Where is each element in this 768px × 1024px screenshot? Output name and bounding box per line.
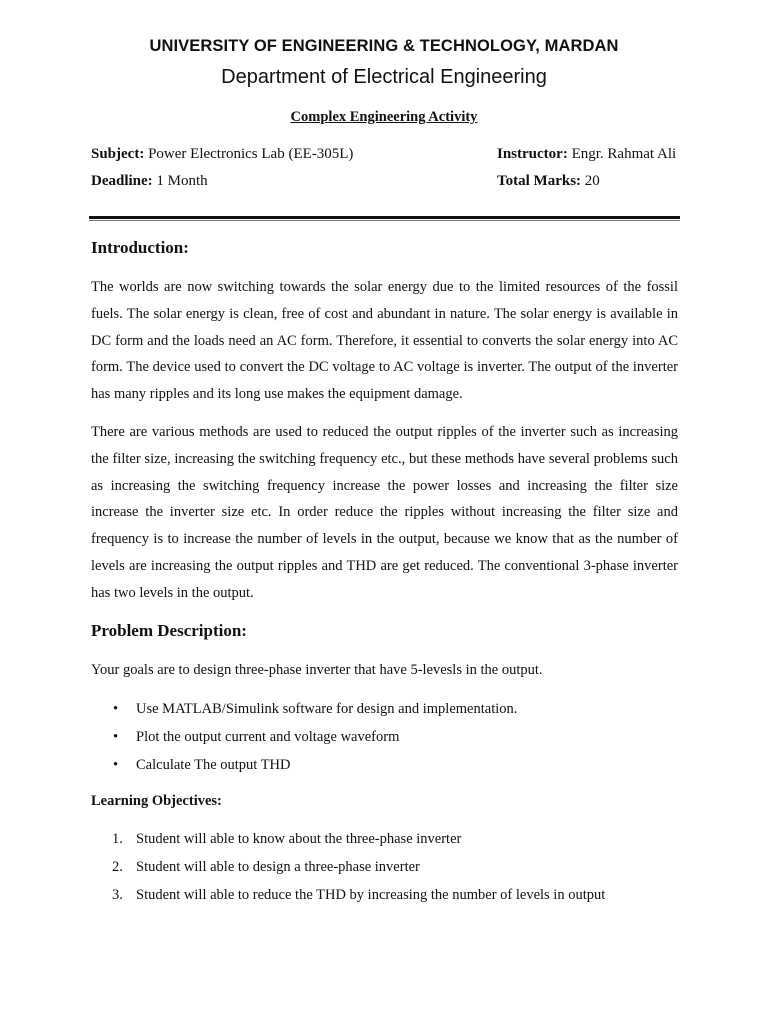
- introduction-paragraph-1: The worlds are now switching towards the solar energy due to the limited resources of the fossil fuels. The solar energy is clean, free of cost and abundant in nature. The solar energy is available in DC form and the loads need an AC form. Therefore, it essential to converts the solar energy into AC form. The device used to convert the DC voltage to AC voltage is inverter. The output of the inverter has many ripples and its long use makes the equipment damage.: [91, 279, 678, 403]
- deadline-label: Deadline:: [91, 173, 153, 189]
- total-marks-label: Total Marks:: [497, 173, 582, 189]
- list-item: [91, 829, 691, 857]
- header-divider: [89, 216, 680, 219]
- list-item: [91, 727, 691, 755]
- item-number: 3.: [112, 887, 123, 903]
- instructor-line: [497, 146, 676, 163]
- objectives-list: [91, 829, 691, 913]
- list-item: [91, 885, 691, 913]
- total-marks-line: [497, 173, 600, 190]
- introduction-paragraph-2: There are various methods are used to reduced the output ripples of the inverter such as increasing the filter size, increasing the switching frequency etc., but these methods have several problems such as increasing the switching frequency increase the power losses and increasing the filter size increase the inverter size etc. In order reduce the ripples without increasing the filter size and frequency is to increase the number of levels in the output, because we know that as the number of levels are increasing the output ripples and THD are get reduced. The conventional 3-phase inverter has two levels in the output.: [91, 424, 678, 601]
- objective-text: Student will able to design a three-phase inverter: [136, 859, 420, 875]
- list-item: [91, 699, 691, 727]
- deadline-value: 1 Month: [152, 173, 208, 189]
- requirements-list: [91, 699, 691, 783]
- header-divider-thin: [89, 220, 680, 221]
- problem-goal-text: Your goals are to design three-phase inverter that have 5-levesls in the output.: [91, 662, 543, 678]
- bullet-icon: •: [113, 701, 119, 717]
- total-marks-value: 20: [581, 173, 600, 189]
- activity-title: Complex Engineering Activity: [290, 109, 478, 125]
- instructor-value: Engr. Rahmat Ali: [567, 146, 677, 162]
- bullet-icon: •: [113, 729, 119, 745]
- subject-label: Subject:: [91, 146, 145, 162]
- learning-objectives-heading: Learning Objectives:: [91, 793, 222, 809]
- item-number: 1.: [112, 831, 123, 847]
- list-item: [91, 857, 691, 885]
- subject-line: [91, 146, 353, 163]
- bullet-icon: •: [113, 757, 119, 773]
- list-item: [91, 755, 691, 783]
- requirement-text: Plot the output current and voltage waveform: [136, 729, 400, 745]
- objective-text: Student will able to reduce the THD by increasing the number of levels in output: [136, 887, 606, 903]
- requirement-text: Calculate The output THD: [136, 757, 291, 773]
- deadline-line: [91, 173, 208, 190]
- problem-description-heading: Problem Description:: [91, 621, 247, 640]
- university-title: UNIVERSITY OF ENGINEERING & TECHNOLOGY, MARDAN: [149, 37, 619, 55]
- item-number: 2.: [112, 859, 123, 875]
- introduction-heading: Introduction:: [91, 238, 189, 257]
- objective-text: Student will able to know about the three-phase inverter: [136, 831, 462, 847]
- instructor-label: Instructor:: [497, 146, 568, 162]
- requirement-text: Use MATLAB/Simulink software for design and implementation.: [136, 701, 518, 717]
- subject-value: Power Electronics Lab (EE-305L): [144, 146, 354, 162]
- department-title: Department of Electrical Engineering: [221, 66, 547, 88]
